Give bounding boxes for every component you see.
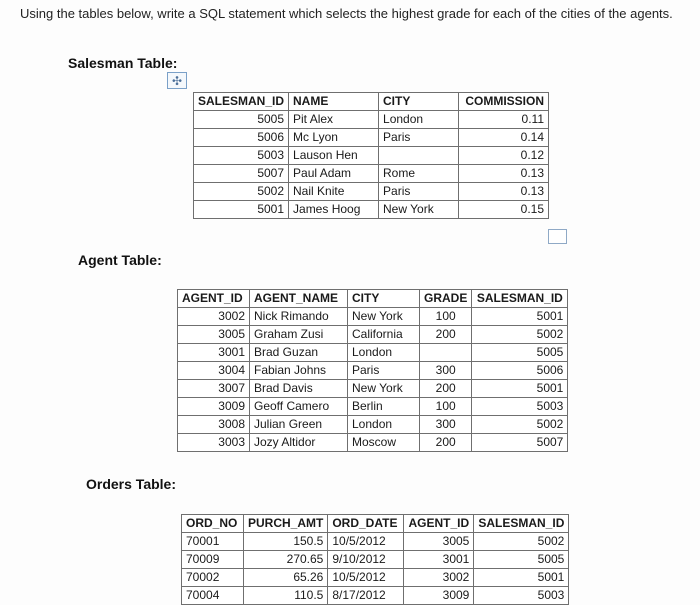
column-header: CITY: [348, 290, 420, 308]
resize-handle-icon[interactable]: [548, 229, 567, 244]
column-header: AGENT_NAME: [250, 290, 348, 308]
table-row: [178, 344, 568, 362]
column-header: COMMISSION: [459, 93, 549, 111]
table-header-row: [194, 93, 549, 111]
column-header: SALESMAN_ID: [472, 290, 568, 308]
table-cell: 200: [420, 326, 472, 344]
table-row: [178, 326, 568, 344]
table-cell: New York: [348, 308, 420, 326]
table-cell: 3002: [178, 308, 250, 326]
column-header: ORD_DATE: [328, 515, 404, 533]
table-cell: 5006: [472, 362, 568, 380]
column-header: GRADE: [420, 290, 472, 308]
table-cell: Jozy Altidor: [250, 434, 348, 452]
table-cell: 5001: [194, 201, 289, 219]
table-cell: New York: [348, 380, 420, 398]
table-cell: 3009: [404, 587, 474, 605]
table-cell: Moscow: [348, 434, 420, 452]
table-cell: 3005: [404, 533, 474, 551]
table-cell: 5002: [472, 416, 568, 434]
table-cell: Paris: [379, 129, 459, 147]
question-text: Using the tables below, write a SQL statement which selects the highest grade for each of the cities of the agents.: [20, 6, 673, 21]
table-cell: 3008: [178, 416, 250, 434]
table-cell: 70004: [182, 587, 244, 605]
table-cell: 5006: [194, 129, 289, 147]
table-cell: 200: [420, 434, 472, 452]
table-cell: 5001: [474, 569, 569, 587]
table-row: [178, 362, 568, 380]
table-cell: 3001: [178, 344, 250, 362]
table-header-row: [182, 515, 569, 533]
table-cell: 3009: [178, 398, 250, 416]
table-cell: Berlin: [348, 398, 420, 416]
table-row: [194, 183, 549, 201]
table-cell: Fabian Johns: [250, 362, 348, 380]
table-cell: Nail Knite: [289, 183, 379, 201]
column-header: SALESMAN_ID: [474, 515, 569, 533]
column-header: SALESMAN_ID: [194, 93, 289, 111]
table-header-row: [178, 290, 568, 308]
salesman-table-label: Salesman Table:: [68, 55, 178, 71]
table-cell: 0.13: [459, 165, 549, 183]
table-cell: 5002: [474, 533, 569, 551]
column-header: PURCH_AMT: [244, 515, 328, 533]
table-cell: [379, 147, 459, 165]
table-cell: 3002: [404, 569, 474, 587]
table-cell: Pit Alex: [289, 111, 379, 129]
table-cell: 5003: [474, 587, 569, 605]
table-cell: 300: [420, 416, 472, 434]
table-row: [182, 551, 569, 569]
table-cell: 3001: [404, 551, 474, 569]
table-cell: London: [379, 111, 459, 129]
table-row: [194, 147, 549, 165]
table-cell: Julian Green: [250, 416, 348, 434]
table-cell: 10/5/2012: [328, 569, 404, 587]
table-cell: 5005: [194, 111, 289, 129]
table-cell: 5002: [472, 326, 568, 344]
table-row: [178, 434, 568, 452]
column-header: NAME: [289, 93, 379, 111]
table-row: [182, 533, 569, 551]
table-cell: Geoff Camero: [250, 398, 348, 416]
table-cell: 150.5: [244, 533, 328, 551]
table-cell: Brad Davis: [250, 380, 348, 398]
table-cell: 3007: [178, 380, 250, 398]
table-cell: Paris: [348, 362, 420, 380]
orders-table: [181, 514, 569, 605]
table-cell: London: [348, 344, 420, 362]
salesman-table: [193, 92, 549, 219]
table-cell: Mc Lyon: [289, 129, 379, 147]
table-cell: 5003: [472, 398, 568, 416]
table-cell: 5007: [194, 165, 289, 183]
table-cell: 8/17/2012: [328, 587, 404, 605]
column-header: AGENT_ID: [404, 515, 474, 533]
table-cell: 3005: [178, 326, 250, 344]
table-cell: 100: [420, 398, 472, 416]
table-cell: 3004: [178, 362, 250, 380]
table-cell: 0.13: [459, 183, 549, 201]
table-cell: 270.65: [244, 551, 328, 569]
table-cell: 110.5: [244, 587, 328, 605]
table-cell: 100: [420, 308, 472, 326]
table-cell: 10/5/2012: [328, 533, 404, 551]
table-cell: 70002: [182, 569, 244, 587]
table-cell: 5005: [474, 551, 569, 569]
table-cell: 5001: [472, 308, 568, 326]
table-cell: 300: [420, 362, 472, 380]
table-cell: Lauson Hen: [289, 147, 379, 165]
table-cell: 0.12: [459, 147, 549, 165]
agent-table-label: Agent Table:: [78, 252, 162, 268]
orders-table-label: Orders Table:: [86, 476, 176, 492]
table-cell: 0.14: [459, 129, 549, 147]
table-row: [182, 569, 569, 587]
move-icon[interactable]: ✣: [167, 72, 187, 89]
table-cell: [420, 344, 472, 362]
table-cell: 5002: [194, 183, 289, 201]
table-cell: 0.15: [459, 201, 549, 219]
table-cell: James Hoog: [289, 201, 379, 219]
table-cell: 70001: [182, 533, 244, 551]
table-cell: Rome: [379, 165, 459, 183]
agent-table: [177, 289, 568, 452]
table-row: [194, 165, 549, 183]
table-cell: 5001: [472, 380, 568, 398]
table-row: [194, 129, 549, 147]
table-cell: Nick Rimando: [250, 308, 348, 326]
table-cell: Paul Adam: [289, 165, 379, 183]
table-row: [194, 201, 549, 219]
table-cell: New York: [379, 201, 459, 219]
table-cell: California: [348, 326, 420, 344]
table-row: [194, 111, 549, 129]
table-cell: London: [348, 416, 420, 434]
table-cell: Graham Zusi: [250, 326, 348, 344]
table-row: [178, 398, 568, 416]
table-cell: 70009: [182, 551, 244, 569]
table-cell: 5005: [472, 344, 568, 362]
table-cell: 65.26: [244, 569, 328, 587]
table-cell: 0.11: [459, 111, 549, 129]
column-header: CITY: [379, 93, 459, 111]
column-header: AGENT_ID: [178, 290, 250, 308]
table-cell: Paris: [379, 183, 459, 201]
table-cell: 3003: [178, 434, 250, 452]
table-row: [178, 416, 568, 434]
table-cell: 5003: [194, 147, 289, 165]
table-cell: 5007: [472, 434, 568, 452]
table-row: [182, 587, 569, 605]
table-cell: Brad Guzan: [250, 344, 348, 362]
table-cell: 200: [420, 380, 472, 398]
table-row: [178, 308, 568, 326]
column-header: ORD_NO: [182, 515, 244, 533]
table-row: [178, 380, 568, 398]
table-cell: 9/10/2012: [328, 551, 404, 569]
